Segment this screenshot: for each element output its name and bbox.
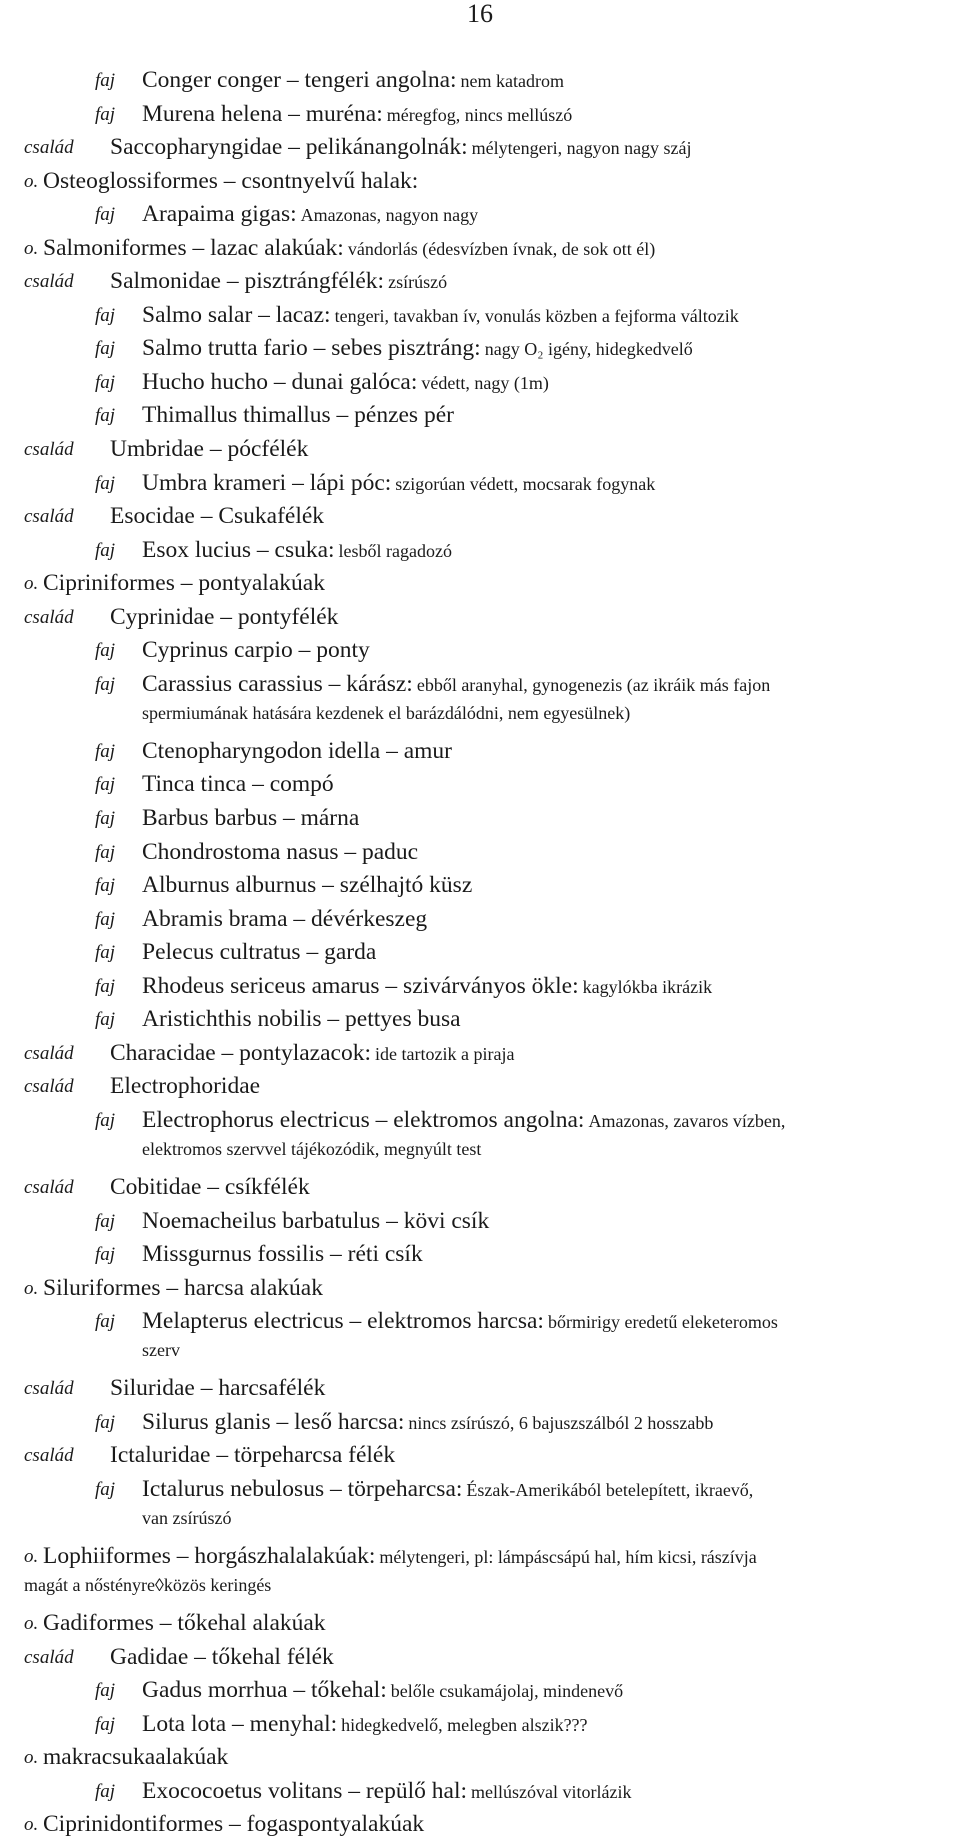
taxon-name: Umbridae – pócfélék bbox=[110, 436, 309, 463]
taxon-rank: család bbox=[24, 137, 74, 159]
taxon-entry bbox=[0, 265, 960, 299]
taxon-name: Electrophoridae bbox=[110, 1073, 261, 1100]
taxon-rank: faj bbox=[95, 371, 116, 393]
taxon-text bbox=[142, 1238, 952, 1272]
taxon-entry bbox=[0, 1037, 960, 1071]
taxon-entry bbox=[0, 399, 960, 433]
taxon-rank: faj bbox=[95, 1478, 116, 1500]
taxon-rank: család bbox=[24, 1042, 74, 1064]
taxon-note: Amazonas, nagyon nagy bbox=[300, 205, 479, 226]
taxon-text bbox=[43, 165, 952, 199]
taxon-name: Esox lucius – csuka: bbox=[142, 536, 335, 563]
taxon-text bbox=[142, 1104, 952, 1139]
taxon-note-continuation: szerv bbox=[142, 1340, 180, 1361]
taxon-text bbox=[142, 1775, 952, 1810]
taxon-rank: o. bbox=[24, 1277, 39, 1299]
taxon-rank: faj bbox=[95, 204, 116, 226]
taxon-text bbox=[142, 366, 952, 401]
taxon-entry bbox=[0, 567, 960, 601]
taxon-entry bbox=[0, 1406, 960, 1440]
taxon-name: Salmonidae – pisztrángfélék: bbox=[110, 268, 385, 295]
taxon-rank: o. bbox=[24, 170, 39, 192]
taxon-name: Gadiformes – tőkehal alakúak bbox=[43, 1610, 326, 1637]
taxon-rank: faj bbox=[95, 1311, 116, 1333]
taxon-note: nagy O₂ igény, hidegkedvelő bbox=[484, 339, 693, 360]
taxon-rank: o. bbox=[24, 1814, 39, 1836]
taxon-rank: o. bbox=[24, 573, 39, 595]
taxon-note-continuation: spermiumának hatására kezdenek el barázdálódni, nem egyesülnek) bbox=[142, 702, 631, 723]
page-number: 16 bbox=[467, 0, 493, 28]
taxon-text bbox=[142, 903, 952, 937]
taxon-name: Ctenopharyngodon idella – amur bbox=[142, 737, 452, 764]
taxon-name: Thimallus thimallus – pénzes pér bbox=[142, 402, 454, 429]
taxon-name: Siluridae – harcsafélék bbox=[110, 1375, 326, 1402]
taxon-text bbox=[142, 869, 952, 903]
taxon-entry bbox=[0, 1808, 960, 1842]
taxon-text bbox=[142, 970, 952, 1005]
taxon-text bbox=[142, 1473, 952, 1508]
taxon-note: belőle csukamájolaj, mindenevő bbox=[390, 1681, 624, 1702]
taxon-text bbox=[142, 836, 952, 870]
taxon-rank: faj bbox=[95, 640, 116, 662]
taxon-note: ebből aranyhal, gynogenezis (az ikráik más fajon bbox=[416, 674, 771, 695]
taxon-rank: faj bbox=[95, 975, 116, 997]
taxon-text bbox=[110, 500, 952, 534]
taxon-rank: faj bbox=[95, 942, 116, 964]
taxon-rank: család bbox=[24, 439, 74, 461]
taxon-text bbox=[110, 1641, 952, 1675]
taxon-rank: faj bbox=[95, 1009, 116, 1031]
taxon-entry bbox=[0, 802, 960, 836]
taxon-note: Amazonas, zavaros vízben, bbox=[588, 1110, 786, 1131]
taxon-entry bbox=[0, 1741, 960, 1775]
taxon-rank: faj bbox=[95, 1109, 116, 1131]
taxon-entry bbox=[0, 1305, 960, 1372]
taxon-note: tengeri, tavakban ív, vonulás közben a fejforma változik bbox=[334, 305, 739, 326]
taxon-text bbox=[110, 433, 952, 467]
taxon-text bbox=[110, 131, 952, 166]
taxon-text bbox=[43, 1607, 952, 1641]
taxon-entry bbox=[0, 936, 960, 970]
taxon-name: Umbra krameri – lápi póc: bbox=[142, 469, 392, 496]
taxon-name: Ciprinidontiformes – fogaspontyalakúak bbox=[43, 1811, 425, 1838]
taxon-note: bőrmirigy eredetű eleketeromos bbox=[547, 1312, 778, 1333]
taxon-rank: faj bbox=[95, 1411, 116, 1433]
taxon-entry bbox=[0, 64, 960, 98]
taxon-entry bbox=[0, 366, 960, 400]
taxon-rank: faj bbox=[95, 1210, 116, 1232]
taxon-entry bbox=[0, 1708, 960, 1742]
taxon-name: Lophiiformes – horgászhalalakúak: bbox=[43, 1543, 376, 1570]
taxon-text bbox=[110, 1037, 952, 1072]
taxon-entry bbox=[0, 467, 960, 501]
taxon-text bbox=[142, 735, 952, 769]
taxon-rank: család bbox=[24, 271, 74, 293]
taxon-text bbox=[142, 802, 952, 836]
taxon-name: Ictalurus nebulosus – törpeharcsa: bbox=[142, 1475, 463, 1502]
taxon-name: Chondrostoma nasus – paduc bbox=[142, 838, 419, 865]
taxon-entry bbox=[0, 1104, 960, 1171]
taxon-rank: faj bbox=[95, 1680, 116, 1702]
taxon-text bbox=[43, 1741, 952, 1775]
taxon-name: Murena helena – muréna: bbox=[142, 100, 383, 127]
taxon-name: Gadus morrhua – tőkehal: bbox=[142, 1677, 387, 1704]
taxon-text bbox=[142, 1406, 952, 1441]
taxon-name: Characidae – pontylazacok: bbox=[110, 1039, 371, 1066]
taxon-name: Silurus glanis – leső harcsa: bbox=[142, 1408, 405, 1435]
taxon-rank: faj bbox=[95, 539, 116, 561]
taxon-text bbox=[142, 332, 952, 367]
taxon-entry bbox=[0, 332, 960, 366]
taxon-entry bbox=[0, 1607, 960, 1641]
taxon-entry bbox=[0, 131, 960, 165]
taxon-note: mélytengeri, nagyon nagy száj bbox=[471, 138, 692, 159]
taxon-rank: család bbox=[24, 1646, 74, 1668]
taxon-entry bbox=[0, 869, 960, 903]
taxon-rank: faj bbox=[95, 70, 116, 91]
taxon-text bbox=[142, 768, 952, 802]
taxon-name: Abramis brama – dévérkeszeg bbox=[142, 905, 428, 932]
taxon-entry bbox=[0, 768, 960, 802]
taxon-text bbox=[43, 232, 952, 267]
taxon-note: méregfog, nincs mellúszó bbox=[386, 104, 573, 125]
taxonomy-list bbox=[0, 64, 960, 1842]
taxon-name: Conger conger – tengeri angolna: bbox=[142, 67, 457, 93]
taxon-name: Noemacheilus barbatulus – kövi csík bbox=[142, 1207, 490, 1234]
taxon-rank: család bbox=[24, 1445, 74, 1467]
taxon-text bbox=[142, 1708, 952, 1743]
taxon-name: Barbus barbus – márna bbox=[142, 805, 360, 832]
taxon-name: Carassius carassius – kárász: bbox=[142, 670, 413, 697]
taxon-rank: o. bbox=[24, 1546, 39, 1568]
taxon-rank: család bbox=[24, 506, 74, 528]
taxon-entry bbox=[0, 1272, 960, 1306]
taxon-text bbox=[142, 399, 952, 433]
taxon-text bbox=[142, 64, 952, 99]
taxon-name: Lota lota – menyhal: bbox=[142, 1710, 338, 1737]
taxon-text bbox=[43, 1540, 952, 1575]
taxon-note: mellúszóval vitorlázik bbox=[471, 1781, 632, 1802]
taxon-rank: faj bbox=[95, 1780, 116, 1802]
taxon-rank: család bbox=[24, 1378, 74, 1400]
taxon-text bbox=[142, 1205, 952, 1239]
taxon-entry bbox=[0, 601, 960, 635]
taxon-name: Exococoetus volitans – repülő hal: bbox=[142, 1777, 468, 1804]
taxon-rank: faj bbox=[95, 1244, 116, 1266]
taxon-text bbox=[142, 467, 952, 502]
taxon-name: Siluriformes – harcsa alakúak bbox=[43, 1274, 323, 1301]
taxon-entry bbox=[0, 1473, 960, 1540]
taxon-rank: o. bbox=[24, 1747, 39, 1769]
taxon-entry bbox=[0, 668, 960, 735]
taxon-text bbox=[110, 1372, 952, 1406]
taxon-name: Osteoglossiformes – csontnyelvű halak: bbox=[43, 167, 419, 194]
taxon-text bbox=[142, 534, 952, 569]
taxon-name: Salmo trutta fario – sebes pisztráng: bbox=[142, 335, 481, 362]
taxon-text bbox=[110, 1070, 952, 1104]
taxon-entry bbox=[0, 98, 960, 132]
taxon-entry bbox=[0, 1238, 960, 1272]
taxon-entry bbox=[0, 232, 960, 266]
taxon-entry bbox=[0, 299, 960, 333]
taxon-rank: család bbox=[24, 606, 74, 628]
taxon-entry bbox=[0, 1540, 960, 1607]
taxon-rank: faj bbox=[95, 740, 116, 762]
taxon-name: Rhodeus sericeus amarus – szivárványos ökle: bbox=[142, 972, 579, 999]
taxon-text bbox=[142, 936, 952, 970]
taxon-rank: faj bbox=[95, 808, 116, 830]
taxon-name: Pelecus cultratus – garda bbox=[142, 939, 377, 966]
taxon-entry bbox=[0, 836, 960, 870]
taxon-name: Melapterus electricus – elektromos harcsa: bbox=[142, 1308, 544, 1335]
taxon-text bbox=[142, 634, 952, 668]
taxon-name: Cyprinidae – pontyfélék bbox=[110, 603, 339, 630]
taxon-entry bbox=[0, 1205, 960, 1239]
taxon-name: makracsukaalakúak bbox=[43, 1744, 229, 1771]
taxon-text bbox=[43, 1272, 952, 1306]
taxon-name: Missgurnus fossilis – réti csík bbox=[142, 1241, 423, 1268]
taxon-rank: o. bbox=[24, 1613, 39, 1635]
taxon-note-continuation: magát a nőstényre◊közös keringés bbox=[24, 1575, 272, 1596]
taxon-rank: család bbox=[24, 1076, 74, 1098]
taxon-rank: család bbox=[24, 1177, 74, 1199]
taxon-name: Esocidae – Csukafélék bbox=[110, 503, 325, 530]
taxon-rank: faj bbox=[95, 405, 116, 427]
taxon-note-continuation: elektromos szervvel tájékozódik, megnyúlt test bbox=[142, 1138, 482, 1159]
taxon-text bbox=[142, 1674, 952, 1709]
taxon-entry bbox=[0, 534, 960, 568]
taxon-rank: faj bbox=[95, 673, 116, 695]
taxon-name: Tinca tinca – compó bbox=[142, 771, 334, 798]
taxon-rank: faj bbox=[95, 774, 116, 796]
taxon-note: nincs zsírúszó, 6 bajuszszálból 2 hosszabb bbox=[408, 1412, 714, 1433]
taxon-rank: o. bbox=[24, 237, 39, 259]
taxon-name: Electrophorus electricus – elektromos angolna: bbox=[142, 1106, 585, 1133]
taxon-name: Arapaima gigas: bbox=[142, 201, 297, 228]
taxon-entry bbox=[0, 433, 960, 467]
taxon-text bbox=[110, 1439, 952, 1473]
taxon-entry bbox=[0, 1372, 960, 1406]
taxon-note: hidegkedvelő, melegben alszik??? bbox=[341, 1714, 588, 1735]
taxon-name: Hucho hucho – dunai galóca: bbox=[142, 368, 418, 395]
taxon-name: Cyprinus carpio – ponty bbox=[142, 637, 370, 664]
taxon-rank: faj bbox=[95, 472, 116, 494]
taxon-note-continuation: van zsírúszó bbox=[142, 1507, 232, 1528]
taxon-text bbox=[110, 601, 952, 635]
taxon-entry bbox=[0, 634, 960, 668]
taxon-rank: faj bbox=[95, 908, 116, 930]
taxon-name: Cobitidae – csíkfélék bbox=[110, 1174, 310, 1201]
taxon-text bbox=[110, 265, 952, 300]
taxon-rank: faj bbox=[95, 1713, 116, 1735]
taxon-note: ide tartozik a piraja bbox=[375, 1043, 515, 1064]
taxon-rank: faj bbox=[95, 841, 116, 863]
taxon-name: Salmo salar – lacaz: bbox=[142, 301, 331, 328]
taxon-rank: faj bbox=[95, 103, 116, 125]
taxon-entry bbox=[0, 1003, 960, 1037]
taxon-entry bbox=[0, 970, 960, 1004]
taxon-entry bbox=[0, 1070, 960, 1104]
taxon-entry bbox=[0, 500, 960, 534]
taxon-rank: faj bbox=[95, 875, 116, 897]
taxon-rank: faj bbox=[95, 338, 116, 360]
taxon-name: Gadidae – tőkehal félék bbox=[110, 1643, 334, 1670]
taxon-note: lesből ragadozó bbox=[338, 540, 453, 561]
taxon-note: Észak-Amerikából betelepített, ikraevő, bbox=[466, 1479, 754, 1500]
taxon-entry bbox=[0, 1439, 960, 1473]
taxon-name: Ictaluridae – törpeharcsa félék bbox=[110, 1442, 396, 1469]
taxon-text bbox=[142, 1003, 952, 1037]
taxon-note: nem katadrom bbox=[460, 71, 564, 91]
taxon-entry bbox=[0, 1171, 960, 1205]
taxon-entry bbox=[0, 1775, 960, 1809]
taxon-entry bbox=[0, 165, 960, 199]
taxon-entry bbox=[0, 735, 960, 769]
taxon-note: védett, nagy (1m) bbox=[421, 372, 549, 393]
taxon-name: Saccopharyngidae – pelikánangolnák: bbox=[110, 134, 468, 161]
taxon-note: mélytengeri, pl: lámpáscsápú hal, hím kicsi, rászívja bbox=[379, 1547, 757, 1568]
taxon-rank: faj bbox=[95, 304, 116, 326]
taxon-entry bbox=[0, 198, 960, 232]
taxon-text bbox=[142, 1305, 952, 1340]
taxon-text bbox=[110, 1171, 952, 1205]
taxon-text bbox=[142, 98, 952, 133]
taxon-note: kagylókba ikrázik bbox=[582, 976, 713, 997]
taxon-entry bbox=[0, 1641, 960, 1675]
taxon-note: zsírúszó bbox=[388, 272, 448, 293]
taxon-text bbox=[43, 567, 952, 601]
taxon-text bbox=[43, 1808, 952, 1842]
taxon-entry bbox=[0, 1674, 960, 1708]
taxon-note: vándorlás (édesvízben ívnak, de sok ott él) bbox=[347, 238, 656, 259]
taxon-name: Alburnus alburnus – szélhajtó küsz bbox=[142, 872, 473, 899]
taxon-name: Salmoniformes – lazac alakúak: bbox=[43, 234, 344, 261]
taxon-text bbox=[142, 299, 952, 334]
taxon-name: Aristichthis nobilis – pettyes busa bbox=[142, 1006, 461, 1033]
taxon-note: szigorúan védett, mocsarak fogynak bbox=[395, 473, 656, 494]
taxon-entry bbox=[0, 903, 960, 937]
taxon-name: Cipriniformes – pontyalakúak bbox=[43, 570, 325, 597]
taxon-text bbox=[142, 198, 952, 233]
taxon-text bbox=[142, 668, 952, 703]
